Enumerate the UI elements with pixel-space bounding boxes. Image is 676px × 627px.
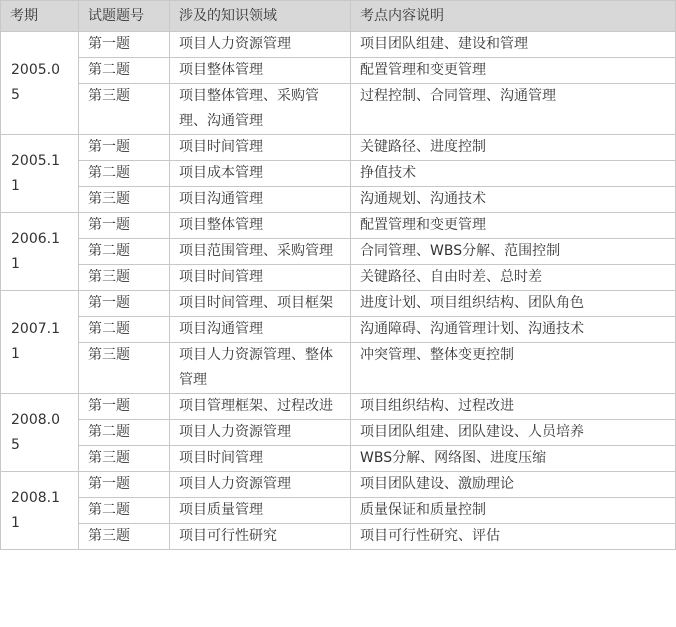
points-cell: 过程控制、合同管理、沟通管理 (351, 84, 676, 135)
table-row (1, 135, 676, 161)
table-row (1, 84, 676, 135)
points-cell: 合同管理、WBS分解、范围控制 (351, 239, 676, 265)
table-row (1, 420, 676, 446)
question-cell: 第三题 (79, 524, 170, 550)
question-cell: 第一题 (79, 213, 170, 239)
table-row (1, 187, 676, 213)
points-cell: WBS分解、网络图、进度压缩 (351, 446, 676, 472)
question-cell: 第三题 (79, 187, 170, 213)
question-cell: 第三题 (79, 446, 170, 472)
points-cell: 挣值技术 (351, 161, 676, 187)
domain-cell: 项目时间管理、项目框架 (170, 291, 351, 317)
table-row (1, 498, 676, 524)
domain-cell: 项目人力资源管理、整体管理 (170, 343, 351, 394)
domain-cell: 项目整体管理 (170, 58, 351, 84)
table-row (1, 213, 676, 239)
question-cell: 第二题 (79, 420, 170, 446)
domain-cell: 项目时间管理 (170, 265, 351, 291)
header-row (1, 1, 676, 32)
question-cell: 第三题 (79, 84, 170, 135)
points-cell: 项目可行性研究、评估 (351, 524, 676, 550)
domain-cell: 项目整体管理 (170, 213, 351, 239)
domain-cell: 项目可行性研究 (170, 524, 351, 550)
table-header (1, 1, 676, 32)
question-cell: 第二题 (79, 239, 170, 265)
header-knowledge-area: 涉及的知识领域 (170, 1, 351, 32)
table-row (1, 394, 676, 420)
domain-cell: 项目人力资源管理 (170, 472, 351, 498)
points-cell: 项目组织结构、过程改进 (351, 394, 676, 420)
header-key-points: 考点内容说明 (351, 1, 676, 32)
question-cell: 第一题 (79, 135, 170, 161)
table-row (1, 265, 676, 291)
points-cell: 沟通规划、沟通技术 (351, 187, 676, 213)
header-period: 考期 (1, 1, 79, 32)
question-cell: 第一题 (79, 472, 170, 498)
points-cell: 项目团队组建、建设和管理 (351, 32, 676, 58)
question-cell: 第三题 (79, 343, 170, 394)
period-cell: 2005.11 (1, 135, 79, 213)
question-cell: 第二题 (79, 58, 170, 84)
points-cell: 冲突管理、整体变更控制 (351, 343, 676, 394)
table-row (1, 161, 676, 187)
table-row (1, 239, 676, 265)
points-cell: 关键路径、自由时差、总时差 (351, 265, 676, 291)
domain-cell: 项目整体管理、采购管理、沟通管理 (170, 84, 351, 135)
period-cell: 2008.05 (1, 394, 79, 472)
domain-cell: 项目沟通管理 (170, 317, 351, 343)
domain-cell: 项目时间管理 (170, 446, 351, 472)
domain-cell: 项目人力资源管理 (170, 32, 351, 58)
question-cell: 第二题 (79, 498, 170, 524)
points-cell: 质量保证和质量控制 (351, 498, 676, 524)
table-row (1, 524, 676, 550)
table-body (1, 32, 676, 550)
question-cell: 第一题 (79, 291, 170, 317)
points-cell: 项目团队组建、团队建设、人员培养 (351, 420, 676, 446)
domain-cell: 项目质量管理 (170, 498, 351, 524)
domain-cell: 项目管理框架、过程改进 (170, 394, 351, 420)
table-row (1, 32, 676, 58)
table-row (1, 291, 676, 317)
domain-cell: 项目时间管理 (170, 135, 351, 161)
points-cell: 沟通障碍、沟通管理计划、沟通技术 (351, 317, 676, 343)
question-cell: 第三题 (79, 265, 170, 291)
period-cell: 2005.05 (1, 32, 79, 135)
points-cell: 进度计划、项目组织结构、团队角色 (351, 291, 676, 317)
points-cell: 配置管理和变更管理 (351, 58, 676, 84)
points-cell: 配置管理和变更管理 (351, 213, 676, 239)
period-cell: 2007.11 (1, 291, 79, 394)
table-row (1, 58, 676, 84)
question-cell: 第二题 (79, 317, 170, 343)
question-cell: 第二题 (79, 161, 170, 187)
domain-cell: 项目成本管理 (170, 161, 351, 187)
domain-cell: 项目沟通管理 (170, 187, 351, 213)
table-row (1, 472, 676, 498)
question-cell: 第一题 (79, 32, 170, 58)
table-row (1, 446, 676, 472)
domain-cell: 项目人力资源管理 (170, 420, 351, 446)
table-row (1, 317, 676, 343)
question-cell: 第一题 (79, 394, 170, 420)
header-question-number: 试题题号 (79, 1, 170, 32)
period-cell: 2008.11 (1, 472, 79, 550)
domain-cell: 项目范围管理、采购管理 (170, 239, 351, 265)
period-cell: 2006.11 (1, 213, 79, 291)
points-cell: 项目团队建设、激励理论 (351, 472, 676, 498)
table-row (1, 343, 676, 394)
points-cell: 关键路径、进度控制 (351, 135, 676, 161)
